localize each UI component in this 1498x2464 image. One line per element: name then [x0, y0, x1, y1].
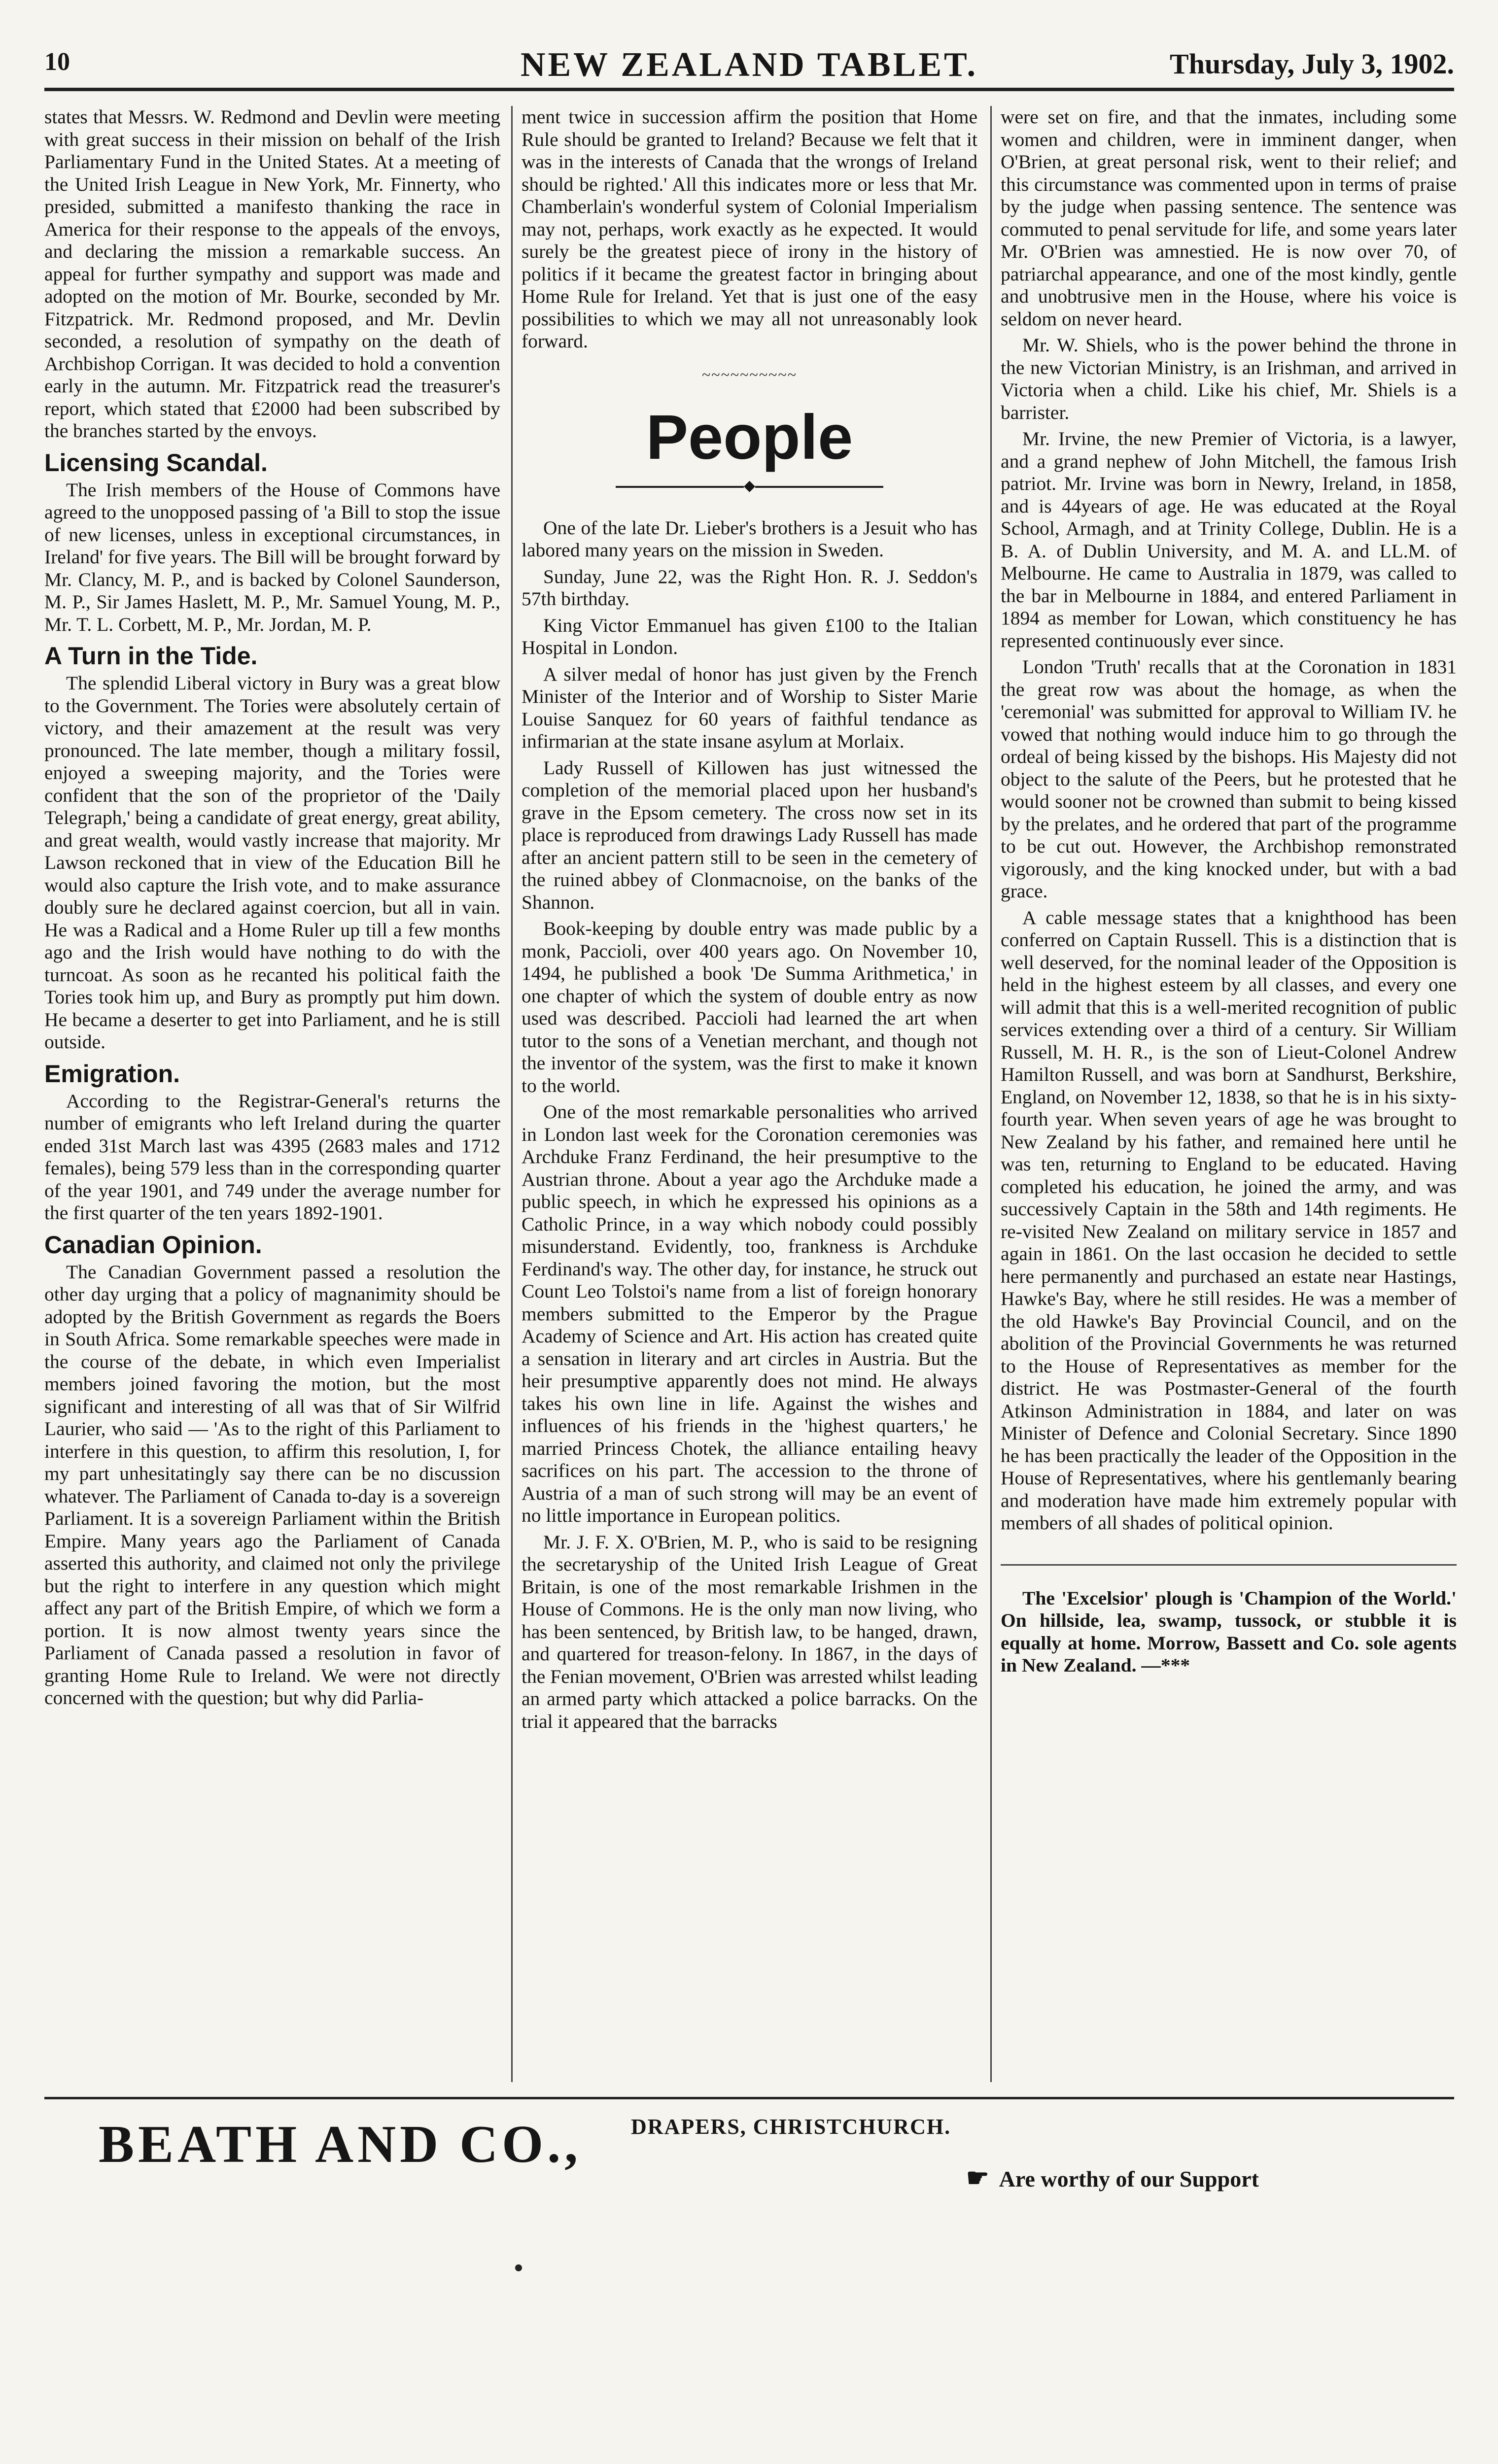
column-divider — [990, 106, 992, 2082]
article-paragraph: Mr. Irvine, the new Premier of Victoria, is a lawyer, and a grand nephew of John Mitchell, the famous Irish patriot. Mr. Irvine was born in Newry, Ireland, in 1858, and is 44years of age. He was educated at the Royal School, Armagh, and at Trinity College, Dublin. He is a B. A. of Dublin University, and M. A. and LL.M. of Melbourne. He came to Australia in 1879, was called to the bar in Melbourne in 1884, and entered Parliament in 1894 as member for Lowan, which constituency he has represented continuously ever since. — [1001, 428, 1457, 651]
ornament-divider: ~~~~~~~~~~ — [701, 365, 798, 383]
article-paragraph: One of the late Dr. Lieber's brothers is a Jesuit who has labored many years on the mission in Sweden. — [522, 516, 977, 561]
diamond-divider — [522, 475, 977, 497]
people-section-title: People — [646, 402, 853, 473]
advertisement-text: The 'Excelsior' plough is 'Champion of the World.' On hillside, lea, swamp, tussock, or stubble it is equally at home. Morrow, Bassett and Co. sole agents in New Zealand. —*** — [1001, 1587, 1457, 1676]
section-heading: A Turn in the Tide. — [44, 642, 258, 670]
ornament-dot — [515, 2264, 522, 2271]
column-divider — [511, 106, 513, 2082]
article-paragraph: According to the Registrar-General's returns the number of emigrants who left Ireland during the quarter ended 31st March last was 4395 (2683 males and 1712 females), being 579 less than in the corresponding quarter of the year 1901, and 749 under the average number for the first quarter of the ten years 1892-1901. — [44, 1090, 500, 1224]
issue-date: Thursday, July 3, 1902. — [1170, 48, 1454, 80]
article-paragraph: King Victor Emmanuel has given £100 to the Italian Hospital in London. — [522, 614, 977, 658]
section-heading: Emigration. — [44, 1060, 180, 1088]
column-2 — [522, 106, 977, 2082]
pointing-hand-icon: ☛ — [966, 2164, 989, 2192]
article-paragraph: London 'Truth' recalls that at the Coronation in 1831 the great row was about the homage, as when the 'ceremonial' was submitted for approval to William IV. he vowed that nothing would induce him to go through the ordeal of being kissed by the bishops. His Majesty did not object to the salute of the Peers, but he protested that he would sooner not be crowned than submit to being kissed by the prelates, and he ordered that part of the programme to be cut out. However, the Archbishop remonstrated vigorously, and the king knocked under, but with a bad grace. — [1001, 656, 1457, 902]
page-header — [44, 44, 1454, 91]
divider-line — [755, 486, 883, 488]
article-paragraph: Lady Russell of Killowen has just witnessed the completion of the memorial placed upon her husband's grave in the Epsom cemetery. The cross now set in its place is reproduced from drawings Lady Russell has made after an ancient pattern still to be seen in the cemetery of the ruined abbey of Clonmacnoise, on the banks of the Shannon. — [522, 756, 977, 913]
advertiser-name: BEATH AND CO., — [99, 2115, 582, 2174]
divider-line — [616, 486, 744, 488]
article-paragraph: ment twice in succession affirm the position that Home Rule should be granted to Ireland? Because we felt that it was in the interests of Canada that the wrongs of Ireland should be righted.' All this indicates more or less that Mr. Chamberlain's wonderful system of Colonial Imperialism may not, perhaps, work exactly as he expected. It would surely be the greatest piece of irony in the history of politics if it became the greatest factor in bringing about Home Rule for Ireland. Yet that is just one of the easy possibilities to which we may all not unreasonably look forward. — [522, 106, 977, 352]
footer-tagline: Are worthy of our Support — [999, 2166, 1259, 2191]
advertiser-location: DRAPERS, CHRISTCHURCH. — [631, 2115, 951, 2139]
section-heading: Licensing Scandal. — [44, 448, 268, 477]
article-paragraph: The splendid Liberal victory in Bury was a great blow to the Government. The Tories were absolutely certain of victory, and their amazement at the result was very pronounced. The late member, though a military fossil, enjoyed a sweeping majority, and the Tories were confident that the son of the proprietor of the 'Daily Telegraph,' being a candidate of great energy, great ability, and great wealth, would vastly increase that majority. Mr Lawson reckoned that in view of the Education Bill he would also capture the Irish vote, and to make assurance doubly sure he declared against coercion, but all in vain. He was a Radical and a Home Ruler up till a few months ago and the Irish would have nothing to do with the turncoat. As soon as he recanted his political faith the Tories took him up, and Bury as promptly put him down. He became a deserter to get into Parliament, and he is still outside. — [44, 672, 500, 1053]
page-number: 10 — [44, 48, 70, 76]
section-heading: Canadian Opinion. — [44, 1231, 262, 1259]
article-paragraph: Sunday, June 22, was the Right Hon. R. J. Seddon's 57th birthday. — [522, 565, 977, 610]
article-paragraph: Book-keeping by double entry was made public by a monk, Paccioli, over 400 years ago. On November 10, 1494, he published a book 'De Summa Arithmetica,' in one chapter of which the system of double entry as now used was described. Paccioli had learned the art when tutor to the sons of a Venetian merchant, and though not the inventor of the system, was the first to make it known to the world. — [522, 918, 977, 1096]
footer-tagline-row — [966, 2163, 1259, 2193]
article-paragraph: were set on fire, and that the inmates, including some women and children, were in imminent danger, when O'Brien, at great personal risk, went to their relief; and this circumstance was commented upon in terms of praise by the judge when passing sentence. The sentence was commuted to penal servitude for life, and some years later Mr. O'Brien was amnestied. He is now over 70, of patriarchal appearance, and one of the most kindly, gentle and unobtrusive men in the House, where his voice is seldom on never heard. — [1001, 106, 1457, 330]
footer-divider — [44, 2097, 1454, 2099]
column-1 — [44, 106, 500, 2082]
diamond-icon: ◆ — [743, 478, 756, 494]
article-paragraph: One of the most remarkable personalities who arrived in London last week for the Coronation ceremonies was Archduke Franz Ferdinand, the heir presumptive to the Austrian throne. About a year ago the Archduke made a public speech, in which he expressed his opinions as a Catholic Prince, in a way which nobody could possibly misunderstand. Evidently, too, frankness is Archduke Ferdinand's way. The other day, for instance, he struck out Count Leo Tolstoi's name from a list of foreign honorary members submitted to the Emperor by the Prague Academy of Science and Art. His action has created quite a sensation in literary and art circles in Austria. But the heir presumptive apparently does not mind. He always takes his own line in life. Against the wishes and influences of his friends in the 'highest quarters,' he married Princess Chotek, the alliance entailing heavy sacrifices on his part. The accession to the throne of Austria of a man of such strong will may be an event of no little importance in European politics. — [522, 1101, 977, 1526]
article-paragraph: The Canadian Government passed a resolution the other day urging that a policy of magnanimity should be adopted by the British Government as regards the Boers in South Africa. Some remarkable speeches were made in the course of the debate, in which even Imperialist members joined favoring the motion, but the most significant and interesting of all was that of Sir Wilfrid Laurier, who said — 'As to the right of this Parliament to interfere in this question, to affirm this resolution, I, for my part unhesitatingly say there can be no discussion whatever. The Parliament of Canada to-day is a sovereign Parliament. It is a sovereign Parliament within the British Empire. Many years ago the Parliament of Canada asserted this authority, and claimed not only the privilege but the right to interfere in any question which might affect any part of the British Empire, of which we form a portion. It is now almost twenty years since the Parliament of Canada passed a resolution in favor of granting Home Rule to Ireland. We were not directly concerned with the question; but why did Parlia- — [44, 1261, 500, 1709]
article-paragraph: Mr. W. Shiels, who is the power behind the throne in the new Victorian Ministry, is an Irishman, and arrived in Victoria when a child. Like his chief, Mr. Shiels is a barrister. — [1001, 334, 1457, 423]
article-paragraph: states that Messrs. W. Redmond and Devlin were meeting with great success in their mission on behalf of the Irish Parliamentary Fund in the United States. At a meeting of the United Irish League in New York, Mr. Finnerty, who presided, submitted a manifesto thanking the race in America for their response to the appeals of the envoys, and declaring the mission a remarkable success. An appeal for further sympathy and support was made and adopted on the motion of Mr. Bourke, seconded by Mr. Fitzpatrick. Mr. Redmond proposed, and Mr. Devlin seconded, a resolution of sympathy on the death of Archbishop Corrigan. It was decided to hold a convention early in the autumn. Mr. Fitzpatrick read the treasurer's report, which stated that £2000 had been subscribed by the branches started by the envoys. — [44, 106, 500, 442]
column-3 — [1001, 106, 1457, 2082]
article-paragraph: Mr. J. F. X. O'Brien, M. P., who is said to be resigning the secretaryship of the United Irish League of Great Britain, is one of the most remarkable Irishmen in the House of Commons. He is the only man now living, who has been sentenced, by British law, to be hanged, drawn, and quartered for treason-felony. In 1867, in the days of the Fenian movement, O'Brien was arrested whilst leading an armed party which attacked a police barracks. On the trial it appeared that the barracks — [522, 1531, 977, 1732]
article-paragraph: A cable message states that a knighthood has been conferred on Captain Russell. This is a distinction that is well deserved, for the nominal leader of the Opposition is held in the highest esteem by all classes, and every one will admit that this is a well-merited recognition of public services extending over a third of a century. Sir William Russell, M. H. R., is the son of Lieut-Colonel Andrew Hamilton Russell, and was born at Sandhurst, Berkshire, England, on November 12, 1838, so that he is in his sixty-fourth year. When seven years of age he was brought to New Zealand by his father, and remained here until he was ten, returning to England to be educated. Having completed his education, he joined the army, and was successively Captain in the 58th and 14th regiments. He re-visited New Zealand on military service in 1857 and again in 1861. On the last occasion he decided to settle here permanently and purchased an estate near Hastings, Hawke's Bay, where he still resides. He was a member of the old Hawke's Bay Provincial Council, and on the abolition of the Provincial Governments he was returned to the House of Representatives as member for the district. He was Postmaster-General of the fourth Atkinson Administration in 1884, and later on was Minister of Defence and Colonial Secretary. Since 1890 he has been practically the leader of the Opposition in the House of Representatives, where his gentlemanly bearing and moderation have made him extremely popular with members of all shades of political opinion. — [1001, 906, 1457, 1534]
masthead-title: NEW ZEALAND TABLET. — [520, 46, 978, 84]
article-paragraph: The Irish members of the House of Commons have agreed to the unopposed passing of 'a Bill to stop the issue of new licenses, unless in exceptional circumstances, in Ireland' for five years. The Bill will be brought forward by Mr. Clancy, M. P., and is backed by Colonel Saunderson, M. P., Sir James Haslett, M. P., Mr. Samuel Young, M. P., Mr. T. L. Corbett, M. P., Mr. Jordan, M. P. — [44, 479, 500, 635]
article-paragraph: A silver medal of honor has just given by the French Minister of the Interior and of Worship to Sister Marie Louise Sanquez for 60 years of faithful tendance as infirmarian at the state insane asylum at Morlaix. — [522, 663, 977, 752]
advertisement-block — [1001, 1564, 1457, 1677]
